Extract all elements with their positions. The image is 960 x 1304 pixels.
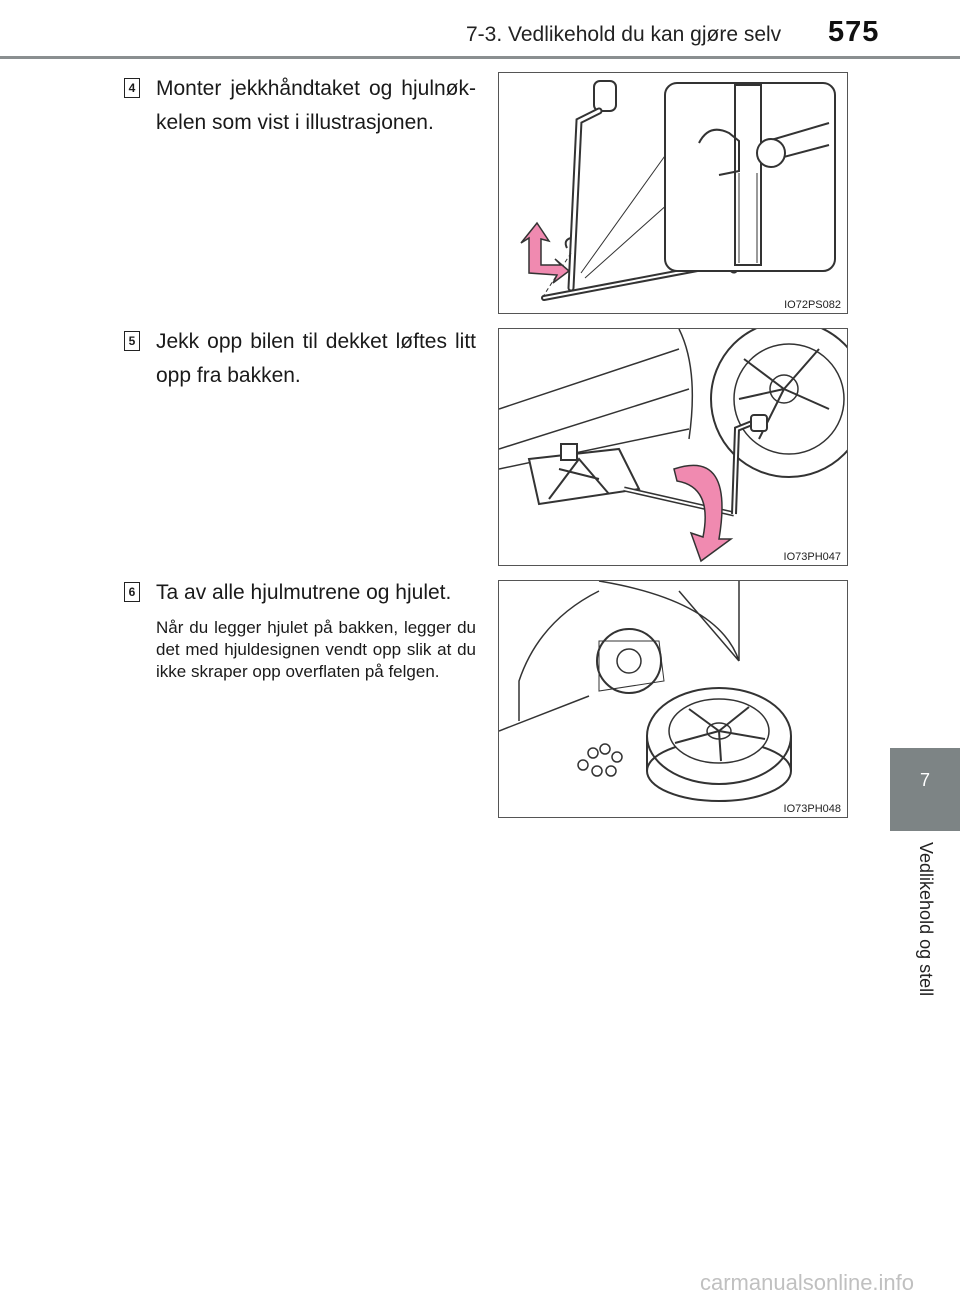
figure-code-6: IO73PH048 bbox=[783, 803, 841, 815]
figure-jack-handle-assembly bbox=[498, 72, 848, 314]
section-title: 7-3. Vedlikehold du kan gjøre selv bbox=[466, 23, 782, 46]
step-text-6: Ta av alle hjulmutrene og hjulet. bbox=[156, 581, 452, 604]
step-text-5: Jekk opp bilen til dekket løftes litt opp fra bakken. bbox=[156, 330, 476, 387]
step-text-4: Monter jekkhåndtaket og hjulnøk-kelen som vist i illustrasjonen. bbox=[156, 77, 476, 134]
figure-remove-wheel bbox=[498, 580, 848, 818]
chapter-tab[interactable] bbox=[890, 748, 960, 831]
step-badge-6: 6 bbox=[124, 582, 140, 602]
chapter-number: 7 bbox=[919, 770, 930, 790]
header-divider bbox=[0, 56, 960, 59]
figure-code-4: IO72PS082 bbox=[784, 299, 841, 311]
lug-nut-icons bbox=[578, 744, 622, 776]
arrow-icon bbox=[521, 223, 569, 283]
step-badge-5: 5 bbox=[124, 331, 140, 351]
figure-code-5: IO73PH047 bbox=[783, 551, 841, 563]
jack-handle-illustration bbox=[499, 73, 847, 313]
jack-lift-illustration bbox=[499, 329, 847, 565]
figure-jack-lift bbox=[498, 328, 848, 566]
rotate-arrow-icon bbox=[674, 465, 731, 561]
step-subtext-6: Når du legger hjulet på bakken, legger du det med hjuldesignen vendt opp slik at du ikke skraper opp overflaten på felgen. bbox=[156, 618, 476, 681]
step-badge-4: 4 bbox=[124, 78, 140, 98]
chapter-label: Vedlikehold og stell bbox=[916, 842, 936, 997]
page-number: 575 bbox=[828, 16, 880, 48]
watermark: carmanualsonline.info bbox=[700, 1270, 915, 1295]
remove-wheel-illustration bbox=[499, 581, 847, 817]
